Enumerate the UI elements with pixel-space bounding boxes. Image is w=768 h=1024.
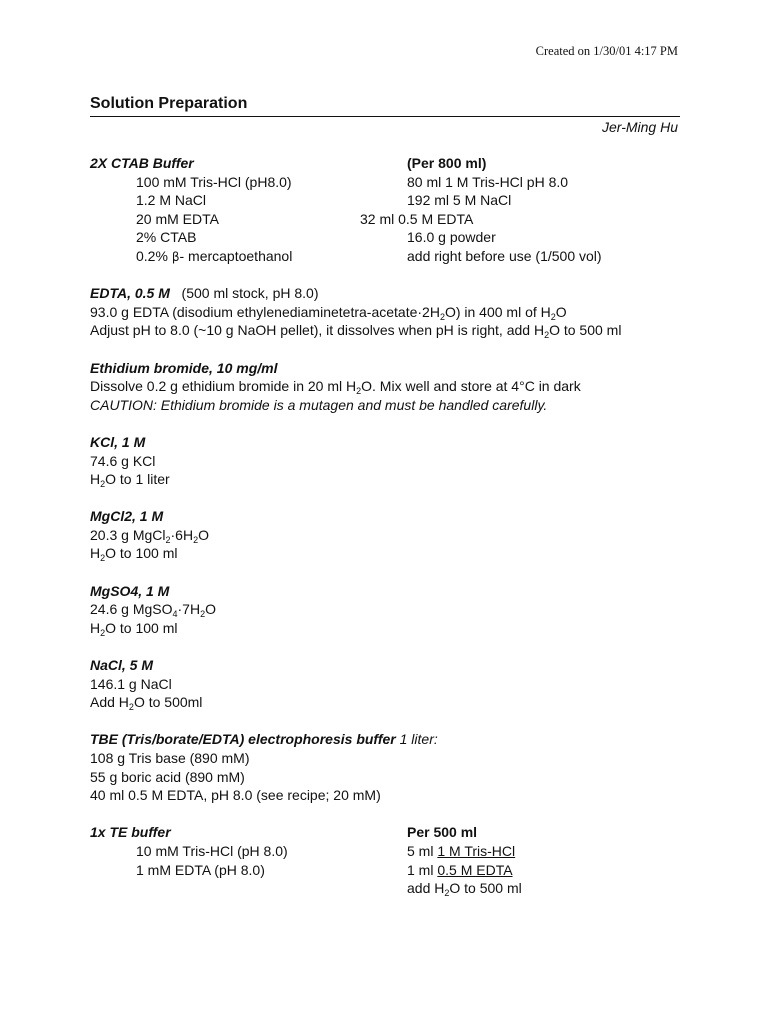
te-row: [90, 842, 690, 861]
etbr-section: [90, 359, 690, 415]
ctab-component: 1.2 M NaCl: [136, 192, 207, 209]
edta-line-2: Adjust pH to 8.0 (~10 g NaOH pellet), it dissolves when pH is right, add $H_2O$ to 500 ml: [90, 322, 622, 341]
author-name: Jer-Ming Hu: [602, 119, 678, 135]
mgso4-name: MgSO4, 1 M: [90, 582, 170, 599]
etbr-caution: CAUTION: Ethidium bromide is a mutagen and must be handled carefully.: [90, 396, 548, 413]
te-row: [90, 861, 690, 880]
etbr-line-1: Dissolve 0.2 g ethidium bromide in 20 ml $H_2O$. Mix well and store at 4°C in dark: [90, 378, 581, 397]
tbe-section: [90, 730, 690, 804]
ctab-per-volume: (Per 800 ml): [407, 155, 487, 171]
recipe-content: [90, 154, 690, 916]
tbe-line: 55 g boric acid (890 mM): [90, 768, 245, 785]
mgso4-section: [90, 582, 690, 638]
te-component: 1 mM EDTA (pH 8.0): [136, 861, 265, 878]
mgso4-line-1: 24.6 g $MgSO_4\cdot 7H_2O$: [90, 601, 216, 620]
etbr-name: Ethidium bromide, 10 mg/ml: [90, 359, 278, 376]
nacl-section: [90, 656, 690, 712]
tbe-quantity: 1 liter:: [395, 731, 438, 748]
te-per-volume: Per 500 ml: [407, 824, 478, 841]
te-name: 1x TE buffer: [90, 824, 171, 841]
beta-symbol: β: [171, 249, 180, 264]
ctab-amount: 32 ml 0.5 M EDTA: [360, 210, 474, 227]
ctab-amount: add right before use (1/500 vol): [407, 247, 602, 264]
ctab-amount: 16.0 g powder: [407, 229, 496, 246]
ctab-row: [90, 191, 690, 210]
ctab-component: 0.2% β- mercaptoethanol: [136, 247, 293, 264]
mgcl2-line-1: 20.3 g $MgCl_2\cdot 6H_2O$: [90, 526, 209, 545]
kcl-line-2: $H_2O$ to 1 liter: [90, 471, 170, 490]
page-title: Solution Preparation: [90, 95, 248, 112]
te-component: 10 mM Tris-HCl (pH 8.0): [136, 842, 288, 859]
te-amount: add $H_2O$ to 500 ml: [407, 880, 522, 899]
ctab-header: [90, 154, 690, 173]
mgcl2-line-2: $H_2O$ to 100 ml: [90, 545, 178, 564]
ctab-row: [90, 247, 690, 266]
tbe-line: 108 g Tris base (890 mM): [90, 750, 250, 766]
nacl-line-1: 146.1 g NaCl: [90, 675, 172, 692]
edta-line-1: 93.0 g EDTA (disodium ethylenediaminetetra-$acetate\cdot 2H_2O$) in 400 ml of $H_2O$: [90, 303, 567, 322]
edta-name: EDTA, 0.5 M: [90, 285, 170, 302]
kcl-line-1: 74.6 g KCl: [90, 452, 156, 469]
tbe-line: 40 ml 0.5 M EDTA, pH 8.0 (see recipe; 20 mM): [90, 787, 381, 804]
kcl-section: [90, 433, 690, 489]
ctab-component: 100 mM Tris-HCl (pH8.0): [136, 173, 292, 190]
nacl-line-2: Add $H_2O$ to 500ml: [90, 694, 203, 713]
ctab-row: [90, 210, 690, 229]
title-rule: [90, 116, 680, 117]
te-section: [90, 823, 690, 897]
created-timestamp: Created on 1/30/01 4:17 PM: [535, 44, 678, 58]
te-row: [90, 879, 690, 898]
tbe-header: [90, 730, 690, 749]
kcl-name: KCl, 1 M: [90, 433, 146, 450]
edta-note: (500 ml stock, pH 8.0): [181, 285, 319, 302]
tbe-name: TBE (Tris/borate/EDTA) electrophoresis buffer: [90, 731, 396, 748]
mgso4-line-2: $H_2O$ to 100 ml: [90, 619, 178, 638]
ctab-amount: 80 ml 1 M Tris-HCl pH 8.0: [407, 173, 569, 190]
ctab-section: [90, 154, 690, 266]
ctab-component: 2% CTAB: [136, 229, 197, 246]
mgcl2-name: MgCl2, 1 M: [90, 508, 164, 525]
ctab-amount: 192 ml 5 M NaCl: [407, 192, 512, 209]
ctab-component: 20 mM EDTA: [136, 210, 219, 227]
te-header: [90, 823, 690, 842]
ctab-name: 2X CTAB Buffer: [90, 155, 194, 171]
edta-section: [90, 284, 690, 340]
ctab-row: [90, 228, 690, 247]
te-amount: 1 ml 0.5 M EDTA: [407, 861, 513, 878]
edta-header: [90, 284, 690, 303]
nacl-name: NaCl, 5 M: [90, 657, 154, 674]
te-amount: 5 ml 1 M Tris-HCl: [407, 842, 516, 859]
mgcl2-section: [90, 507, 690, 563]
ctab-row: [90, 173, 690, 192]
